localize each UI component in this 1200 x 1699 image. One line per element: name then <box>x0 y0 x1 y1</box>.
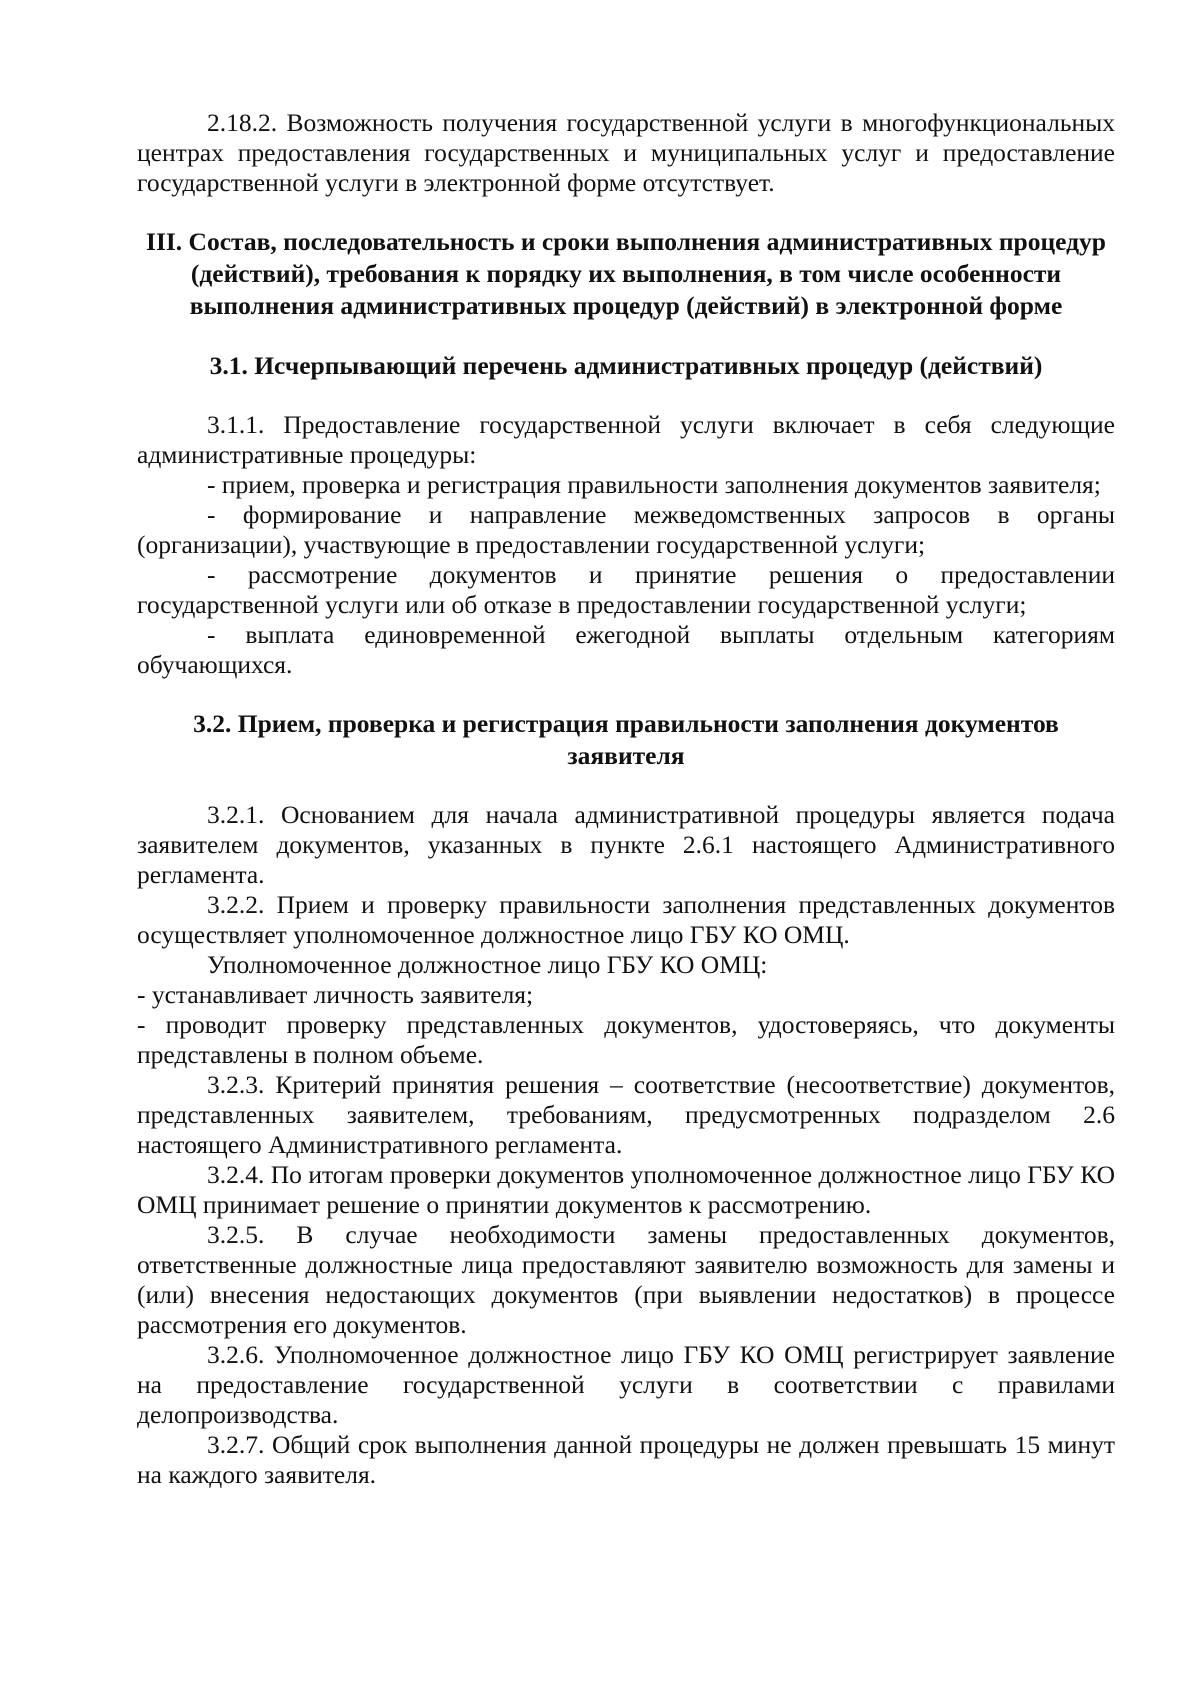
paragraph-authorized-person: Уполномоченное должностное лицо ГБУ КО ОМЦ: <box>207 950 768 979</box>
subsection-3-1-heading: 3.1. Исчерпывающий перечень административных процедур (действий) <box>209 351 1043 380</box>
spacer <box>137 772 1115 800</box>
list-item-procedure-2: - формирование и направление межведомственных запросов в органы (организации), участвующие в предоставлении государственной услуги; <box>137 500 1115 559</box>
paragraph-2-18-2: 2.18.2. Возможность получения государственной услуги в многофункциональных центрах предоставления государственных и муниципальных услуг и предоставление государственной услуги в электронной форме отсутствует. <box>137 108 1115 197</box>
subsection-3-2-heading: 3.2. Прием, проверка и регистрация правильности заполнения документов заявителя <box>193 709 1059 770</box>
list-item-identity: - устанавливает личность заявителя; <box>137 980 534 1009</box>
list-item-procedure-3: - рассмотрение документов и принятие решения о предоставлении государственной услуги или об отказе в предоставлении государственной услуги; <box>137 560 1115 619</box>
paragraph-3-2-3: 3.2.3. Критерий принятия решения – соответствие (несоответствие) документов, представленных заявителем, требованиям, предусмотренных подразделом 2.6 настоящего Административного регламента. <box>137 1070 1115 1159</box>
list-item-procedure-1: - прием, проверка и регистрация правильности заполнения документов заявителя; <box>207 470 1101 499</box>
paragraph-3-2-2: 3.2.2. Прием и проверку правильности заполнения представленных документов осуществляет уполномоченное должностное лицо ГБУ КО ОМЦ. <box>137 890 1115 949</box>
section-3-heading: III. Состав, последовательность и сроки выполнения административных процедур (действий), требования к порядку их выполнения, в том числе особенности выполнения административных процедур (действий) в электронной форме <box>146 227 1106 320</box>
spacer <box>137 198 1115 226</box>
document-page <box>137 108 1115 1490</box>
paragraph-3-2-1: 3.2.1. Основанием для начала административной процедуры является подача заявителем документов, указанных в пункте 2.6.1 настоящего Административного регламента. <box>137 800 1115 889</box>
paragraph-3-2-7: 3.2.7. Общий срок выполнения данной процедуры не должен превышать 15 минут на каждого заявителя. <box>137 1430 1115 1489</box>
paragraph-3-2-4: 3.2.4. По итогам проверки документов уполномоченное должностное лицо ГБУ КО ОМЦ принимает решение о принятии документов к рассмотрению. <box>137 1160 1115 1219</box>
spacer <box>137 322 1115 350</box>
paragraph-3-2-6: 3.2.6. Уполномоченное должностное лицо ГБУ КО ОМЦ регистрирует заявление на предоставление государственной услуги в соответствии с правилами делопроизводства. <box>137 1340 1115 1429</box>
spacer <box>137 680 1115 708</box>
list-item-procedure-4: - выплата единовременной ежегодной выплаты отдельным категориям обучающихся. <box>137 620 1115 679</box>
list-item-verification: - проводит проверку представленных документов, удостоверяясь, что документы представлены в полном объеме. <box>137 1010 1115 1069</box>
paragraph-3-2-5: 3.2.5. В случае необходимости замены предоставленных документов, ответственные должностные лица предоставляют заявителю возможность для замены и (или) внесения недостающих документов (при выявлении недостатков) в процессе рассмотрения его документов. <box>137 1220 1115 1339</box>
spacer <box>137 382 1115 410</box>
paragraph-3-1-1: 3.1.1. Предоставление государственной услуги включает в себя следующие административные процедуры: <box>137 410 1115 469</box>
